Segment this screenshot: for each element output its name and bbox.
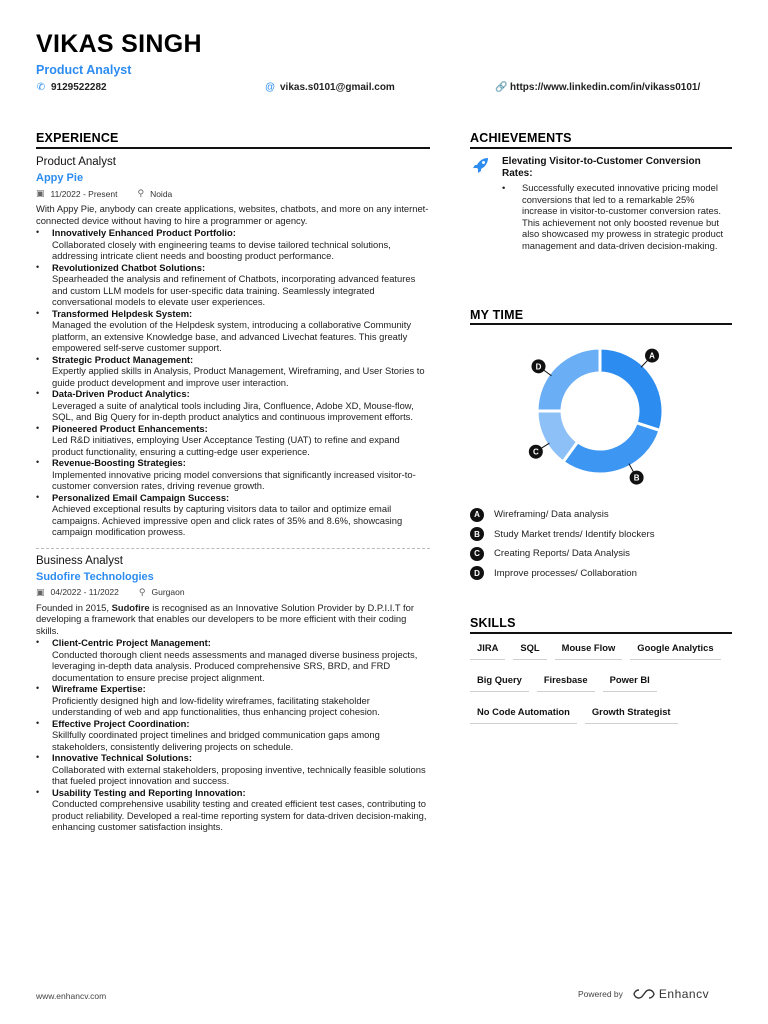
bullet-text: Led R&D initiatives, employing User Acceptance Testing (UAT) to refine and expand product functionality, ensuring a cutting-edge user experience. bbox=[52, 434, 400, 457]
legend-label: Improve processes/ Collaboration bbox=[494, 567, 637, 579]
desc-post: is recognised as an Innovative Solution Provider by D.P.I.I.T for developing a framework that enables our developers to be more efficient with their coding skills. bbox=[36, 601, 414, 636]
bullet-text: Implemented innovative pricing model conversions that significantly increased visitor-to-customer conversion rates, driving revenue growth. bbox=[52, 468, 416, 491]
job-description: With Appy Pie, anybody can create applications, websites, chatbots, and more on any internet-connected device without having to hire a programmer or agency. bbox=[36, 203, 429, 226]
rocket-icon bbox=[472, 156, 490, 174]
phone-text: 9129522282 bbox=[51, 82, 107, 93]
footer-website[interactable]: www.enhancv.com bbox=[36, 991, 107, 1001]
bullet-text: Collaborated with external stakeholders, proposing inventive, technically feasible solutions that fueled project innovation and success. bbox=[52, 763, 426, 786]
candidate-role: Product Analyst bbox=[36, 63, 132, 77]
job-location: Gurgaon bbox=[151, 587, 185, 597]
job-location: Noida bbox=[150, 188, 173, 199]
legend-label: Creating Reports/ Data Analysis bbox=[494, 548, 630, 560]
skill-tag: Firesbase bbox=[537, 672, 595, 692]
bullet-title: • Innovatively Enhanced Product Portfolio: bbox=[52, 227, 236, 238]
phone-icon: ✆ bbox=[36, 82, 46, 93]
bullet-text: Expertly applied skills in Analysis, Product Management, Wireframing, and User Stories to guide product development and improve user interaction. bbox=[52, 365, 425, 388]
job-bullets bbox=[36, 227, 430, 538]
desc-pre: Founded in 2015, bbox=[36, 601, 112, 613]
calendar-icon: ▣ bbox=[36, 586, 45, 597]
skills-divider bbox=[470, 632, 732, 634]
job-bullets bbox=[36, 637, 430, 833]
job-separator bbox=[36, 548, 430, 549]
list-item bbox=[36, 683, 430, 718]
job-title: Product Analyst bbox=[36, 156, 116, 168]
bullet-text: Proficiently designed high and low-fidelity wireframes, facilitating stakeholder understanding of web and app functionalities, thus enhancing project cohesion. bbox=[52, 694, 380, 717]
time-chart bbox=[470, 340, 732, 500]
enhancv-logo-icon bbox=[633, 988, 655, 1000]
list-item bbox=[36, 423, 430, 458]
bullet-text: Collaborated closely with engineering teams to devise tailored technical solutions, addressing intricate client needs and boosting product performance. bbox=[52, 238, 391, 261]
achievements-heading: ACHIEVEMENTS bbox=[470, 131, 572, 145]
list-item bbox=[36, 492, 430, 538]
email-text[interactable]: vikas.s0101@gmail.com bbox=[280, 82, 395, 93]
job-entry bbox=[36, 555, 430, 833]
list-item bbox=[36, 227, 430, 262]
job-dates: 04/2022 - 11/2022 bbox=[50, 587, 119, 597]
list-item bbox=[36, 308, 430, 354]
list-item bbox=[36, 262, 430, 308]
legend-label: Study Market trends/ Identify blockers bbox=[494, 528, 655, 540]
company-name: Sudofire Technologies bbox=[36, 570, 154, 583]
slice-label: C bbox=[532, 447, 539, 457]
contact-email[interactable] bbox=[265, 82, 395, 93]
bullet-title: • Transformed Helpdesk System: bbox=[52, 307, 193, 319]
bullet-title: • Client-Centric Project Management: bbox=[52, 637, 211, 648]
brand-logo bbox=[633, 987, 709, 1001]
bullet-text: Leveraged a suite of analytical tools including Jira, Confluence, Adobe XD, Mouse-flow, SQL, and Big Query for in-depth product analytics and continuous improvement efforts. bbox=[52, 399, 414, 422]
contact-phone bbox=[36, 82, 107, 93]
skill-tag: Mouse Flow bbox=[555, 640, 623, 660]
job-meta bbox=[36, 587, 430, 598]
job-description bbox=[36, 602, 430, 637]
achievements-section bbox=[470, 156, 732, 252]
location-pin-icon: ⚲ bbox=[137, 188, 145, 198]
bullet-text: Managed the evolution of the Helpdesk system, introducing a collaborative Community platform, an extensive Knowledge base, and advanced Livechat features. This greatly empowered self-serve customer support. bbox=[52, 319, 412, 353]
experience-heading: EXPERIENCE bbox=[36, 131, 119, 145]
bullet-title: • Wireframe Expertise: bbox=[52, 683, 146, 694]
bullet-title: • Revenue-Boosting Strategies: bbox=[52, 457, 186, 468]
legend-badge: C bbox=[470, 547, 484, 561]
bullet-title: • Pioneered Product Enhancements: bbox=[52, 422, 208, 434]
skill-tag: Power BI bbox=[603, 672, 657, 692]
legend-badge: A bbox=[470, 508, 484, 522]
job-entry bbox=[36, 156, 430, 538]
list-item bbox=[36, 388, 430, 423]
location-pin-icon: ⚲ bbox=[138, 586, 146, 597]
brand-name: Enhancv bbox=[658, 987, 710, 1001]
skill-tag: SQL bbox=[513, 640, 546, 660]
job-title: Business Analyst bbox=[36, 554, 123, 567]
bullet-title: • Personalized Email Campaign Success: bbox=[52, 491, 230, 503]
experience-divider bbox=[36, 147, 430, 149]
bullet-title: • Effective Project Coordination: bbox=[52, 717, 190, 729]
skill-tag: Google Analytics bbox=[630, 640, 720, 660]
donut-slice bbox=[537, 348, 600, 411]
calendar-icon: ▣ bbox=[36, 188, 45, 198]
linkedin-text[interactable]: https://www.linkedin.com/in/vikass0101/ bbox=[510, 82, 701, 93]
donut-slice bbox=[563, 423, 660, 474]
legend-item bbox=[470, 564, 732, 584]
bullet-text: Conducted thorough client needs assessments and managed diverse business projects, leveraging in-depth data analysis. Produced comprehensive SRS, BRD, and FRD documentation to ensure precise project alignment. bbox=[52, 648, 418, 683]
achievement-title-text: Elevating Visitor-to-Customer Conversion Rates: bbox=[502, 156, 701, 179]
slice-label: B bbox=[633, 473, 640, 483]
candidate-name: VIKAS SINGH bbox=[36, 30, 202, 58]
my-time-divider bbox=[470, 323, 732, 325]
skill-tag: JIRA bbox=[470, 640, 505, 660]
legend-item bbox=[470, 544, 732, 564]
achievement-bullets bbox=[470, 182, 732, 252]
desc-bold: Sudofire bbox=[111, 601, 150, 613]
list-item bbox=[36, 718, 430, 753]
legend-item bbox=[470, 505, 732, 525]
skill-tag: Growth Strategist bbox=[585, 704, 678, 724]
powered-by-text: Powered by bbox=[578, 989, 623, 999]
skill-tag: Big Query bbox=[470, 672, 529, 692]
list-item bbox=[36, 457, 430, 492]
job-dates: 11/2022 - Present bbox=[50, 188, 118, 199]
time-donut-chart bbox=[470, 340, 732, 500]
my-time-heading: MY TIME bbox=[470, 308, 524, 322]
list-item bbox=[36, 637, 430, 683]
achievements-divider bbox=[470, 147, 732, 149]
experience-section bbox=[36, 150, 430, 833]
bullet-title: • Usability Testing and Reporting Innovation: bbox=[52, 786, 246, 798]
job-meta bbox=[36, 188, 430, 199]
list-item bbox=[36, 787, 430, 833]
company-name: Appy Pie bbox=[36, 172, 84, 184]
slice-label: D bbox=[535, 362, 542, 372]
bullet-title: • Strategic Product Management: bbox=[52, 353, 194, 365]
at-icon: @ bbox=[265, 82, 276, 93]
bullet-title: • Innovative Technical Solutions: bbox=[52, 752, 192, 763]
achievement-title bbox=[470, 156, 732, 180]
bullet-title: • Data-Driven Product Analytics: bbox=[52, 388, 190, 399]
legend-badge: D bbox=[470, 566, 484, 580]
bullet-text: Conducted comprehensive usability testing and created efficient test cases, contributing to product reliability. Developed a real-time reporting system for data-driven decision-making, enhancing customer satisfaction insights. bbox=[52, 798, 427, 832]
legend-badge: B bbox=[470, 527, 484, 541]
footer-branding bbox=[578, 987, 709, 1001]
skills-heading: SKILLS bbox=[470, 616, 516, 630]
bullet-text: Spearheaded the analysis and refinement of Chatbots, incorporating advanced features and custom LLM models for user-specific data training. Seamlessly integrated conversational models to elevate user experiences. bbox=[52, 273, 416, 307]
chart-legend bbox=[470, 505, 732, 583]
skills-list bbox=[470, 640, 732, 736]
list-item: • Successfully executed innovative pricing model conversions that led to a remarkable 25% increase in visitor-to-customer conversion rates. This achievement not only boosted revenue but also showcased my prowess in strategic product management and data-driven decision-making. bbox=[502, 182, 732, 252]
skill-tag: No Code Automation bbox=[470, 704, 577, 724]
bullet-title: • Revolutionized Chatbot Solutions: bbox=[52, 261, 206, 273]
legend-label: Wireframing/ Data analysis bbox=[494, 509, 609, 521]
list-item bbox=[36, 752, 430, 787]
slice-label: A bbox=[649, 351, 655, 361]
legend-item bbox=[470, 525, 732, 545]
bullet-text: Skillfully coordinated project timelines and bridged communication gaps among stakeholders, consistently delivering projects on schedule. bbox=[52, 729, 380, 752]
link-icon: 🔗 bbox=[495, 82, 508, 93]
list-item bbox=[36, 354, 430, 389]
bullet-text: Achieved exceptional results by capturing visitors data to tailor and optimize email campaigns. Achieved impressive open and click rates of 35% and 8.6%, showcasing campaign modification prowess. bbox=[52, 503, 403, 537]
contact-linkedin[interactable] bbox=[495, 82, 700, 93]
